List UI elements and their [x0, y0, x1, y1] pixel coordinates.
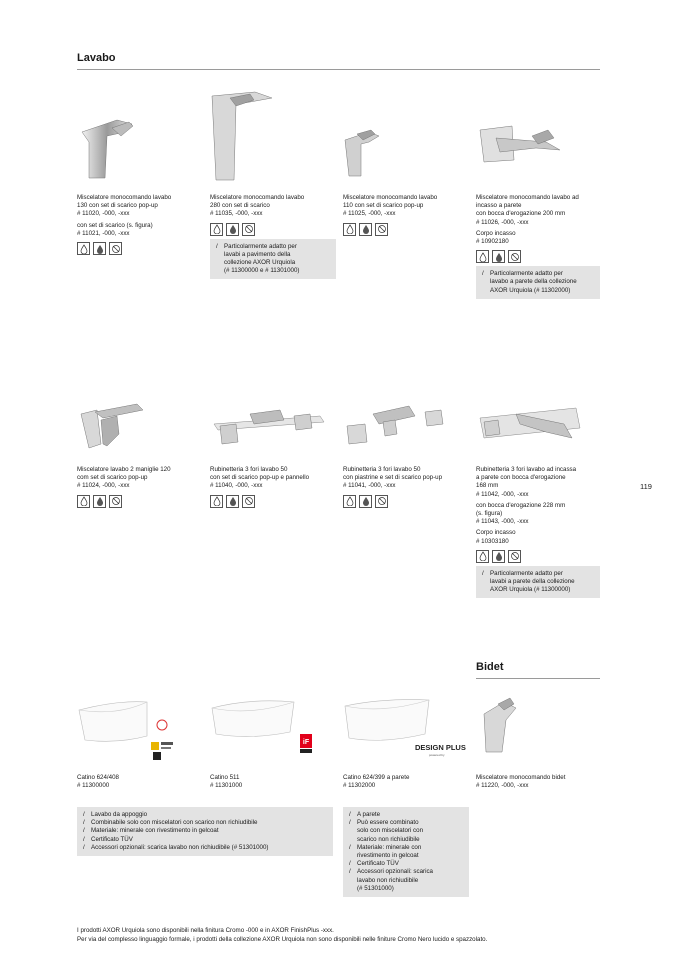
product-image — [343, 692, 469, 774]
section-title-lavabo: Lavabo — [77, 52, 116, 64]
product-variant-code: # 10902180 — [476, 238, 509, 246]
hot-water-drop-icon — [359, 495, 372, 508]
product-11025 — [343, 120, 469, 239]
basin-note-11302000: / A parete / Può essere combinato solo con miscelatori con scarico non richiudibile / Materiale: minerale con rivestimento in gelcoat / Certificato TÜV / Accessori opzionali: scarica lavabo non richiudibile (# 51301000) — [343, 807, 469, 897]
product-description-line: Rubinetteria 3 fori lavabo 50 — [343, 466, 421, 473]
product-image — [210, 692, 336, 774]
water-drop-icon — [476, 550, 489, 563]
note-text: Certificato TÜV — [357, 860, 399, 868]
product-description-line: Rubinetteria 3 fori lavabo 50 — [210, 466, 288, 473]
product-variant-line: con bocca d'erogazione 228 mm — [476, 501, 566, 509]
product-description-line: 280 con set di scarico — [210, 202, 270, 210]
product-code: # 11020, -000, -xxx — [77, 210, 130, 218]
design-plus-subtext: powered by — [429, 753, 445, 757]
basin-note-11300000: / Lavabo da appoggio / Combinabile solo con miscelatori con scarico non richiudibile / Materiale: minerale con rivestimento in gelcoat / Certificato TÜV / Accessori opzionali: scarica lavabo non richiudibile (# 51301000) — [77, 807, 333, 856]
note-text: Può essere combinato solo con miscelatori con scarico non richiudibile — [357, 819, 424, 843]
footer-notes — [77, 926, 487, 944]
section-divider — [77, 69, 600, 70]
product-variant-code: # 11021, -000, -xxx — [77, 229, 130, 237]
no-drain-icon — [375, 495, 388, 508]
note-text: Materiale: minerale con rivestimento in gelcoat — [91, 827, 219, 835]
note-text: Particolarmente adatto per lavabi a parete della collezione AXOR Urquiola (# 11300000) — [490, 569, 575, 594]
footer-line: Per via del complesso linguaggio formale, i prodotti della collezione AXOR Urquiola non sono disponibili nelle finiture Cromo Nero lucido e spazzolato. — [77, 936, 488, 943]
product-variant-code: # 10303180 — [476, 537, 509, 545]
note-text: A parete — [357, 811, 381, 818]
product-description-line: 110 con set di scarico pop-up — [343, 202, 424, 210]
hot-water-drop-icon — [359, 223, 372, 236]
design-plus-logo: DESIGN PLUS — [415, 743, 466, 752]
product-image — [343, 394, 469, 466]
product-description-line: Catino 624/399 a parete — [343, 774, 410, 781]
product-image — [476, 692, 602, 774]
product-description-line: com set di scarico pop-up — [77, 474, 148, 482]
note-text: Materiale: minerale con rivestimento in gelcoat — [357, 843, 422, 860]
product-code: # 11026, -000, -xxx — [476, 218, 529, 226]
water-drop-icon — [210, 495, 223, 508]
product-description-line: Catino 624/408 — [77, 774, 119, 781]
product-note: / Particolarmente adatto per lavabi a parete della collezione AXOR Urquiola (# 11300000) — [476, 566, 600, 599]
water-drop-icon — [343, 223, 356, 236]
hot-water-drop-icon — [93, 242, 106, 255]
no-drain-icon — [242, 223, 255, 236]
product-11041 — [343, 394, 469, 511]
product-description-line: Miscelatore monocomando bidet — [476, 774, 566, 781]
product-code: # 11041, -000, -xxx — [343, 482, 396, 490]
no-drain-icon — [375, 223, 388, 236]
feature-icons — [210, 223, 336, 236]
water-drop-icon — [77, 495, 90, 508]
product-variant-code: # 11043, -000, -xxx — [476, 518, 529, 526]
product-description-line: con set di scarico pop-up e pannello — [210, 474, 310, 482]
product-code: # 11300000 — [77, 782, 110, 790]
product-image — [77, 394, 203, 466]
product-code: # 11301000 — [210, 782, 243, 790]
product-11024 — [77, 394, 203, 511]
product-variant-line: con set di scarico (s. figura) — [77, 221, 153, 229]
product-11020 — [77, 92, 203, 258]
product-code: # 11024, -000, -xxx — [77, 482, 130, 490]
product-code: # 11025, -000, -xxx — [343, 210, 396, 218]
no-drain-icon — [242, 495, 255, 508]
product-code: # 11042, -000, -xxx — [476, 490, 529, 498]
product-image — [476, 116, 602, 194]
product-description-line: Catino 511 — [210, 774, 240, 781]
feature-icons — [343, 495, 469, 508]
basin-11302000 — [343, 692, 469, 790]
product-description-line: incasso a parete — [476, 202, 522, 210]
product-variant-line: Corpo incasso — [476, 229, 516, 237]
product-description-line: Rubinetteria 3 fori lavabo ad incassa — [476, 466, 577, 473]
page-number: 119 — [640, 482, 652, 491]
product-description-line: con bocca d'erogazione 200 mm — [476, 210, 566, 218]
product-code: # 11220, -000, -xxx — [476, 782, 529, 790]
section-divider — [476, 678, 600, 679]
product-11035 — [210, 88, 336, 279]
product-image — [77, 92, 203, 194]
product-description-line: 168 mm — [476, 482, 499, 490]
basin-11301000 — [210, 692, 336, 790]
hot-water-drop-icon — [492, 550, 505, 563]
product-note: / Particolarmente adatto per lavabo a parete della collezione AXOR Urquiola (# 11302000) — [476, 266, 600, 299]
bidet-11220 — [476, 692, 602, 790]
product-variant-line: Corpo incasso — [476, 529, 516, 537]
product-image — [343, 120, 469, 194]
note-text: Particolarmente adatto per lavabo a parete della collezione AXOR Urquiola (# 11302000) — [490, 270, 577, 294]
feature-icons — [476, 250, 602, 263]
product-code: # 11302000 — [343, 782, 376, 790]
note-text: Accessori opzionali: scarica lavabo non richiudibile (# 51301000) — [357, 868, 433, 892]
no-drain-icon — [109, 242, 122, 255]
product-image — [77, 692, 203, 774]
if-badge-label: iF — [302, 739, 310, 746]
product-description-line: con piastrine e set di scarico pop-up — [343, 474, 443, 482]
product-11026 — [476, 116, 602, 299]
product-description-line: Miscelatore monocomando lavabo — [77, 194, 172, 201]
no-drain-icon — [508, 550, 521, 563]
water-drop-icon — [343, 495, 356, 508]
feature-icons — [77, 495, 203, 508]
water-drop-icon — [210, 223, 223, 236]
feature-icons — [476, 550, 602, 563]
note-text: Lavabo da appoggio — [91, 811, 148, 818]
no-drain-icon — [109, 495, 122, 508]
water-drop-icon — [77, 242, 90, 255]
footer-line: I prodotti AXOR Urquiola sono disponibili nella finitura Cromo -000 e in AXOR FinishPlus -xxx. — [77, 927, 334, 934]
hot-water-drop-icon — [226, 223, 239, 236]
water-drop-icon — [476, 250, 489, 263]
section-title-bidet: Bidet — [476, 661, 504, 673]
product-description-line: a parete con bocca d'erogazione — [476, 474, 566, 482]
hot-water-drop-icon — [226, 495, 239, 508]
note-text: Particolarmente adatto per lavabi a pavimento della collezione AXOR Urquiola (# 11300000 e # 11301000) — [224, 242, 300, 275]
basin-11300000 — [77, 692, 203, 790]
note-text: Combinabile solo con miscelatori con scarico non richiudibile — [91, 819, 258, 827]
product-description-line: Miscelatore lavabo 2 maniglie 120 — [77, 466, 171, 473]
product-description-line: 130 con set di scarico pop-up — [77, 202, 158, 210]
product-description-line: Miscelatore monocomando lavabo — [343, 194, 438, 201]
feature-icons — [343, 223, 469, 236]
product-image — [210, 88, 336, 194]
product-variant-line: (s. figura) — [476, 510, 503, 518]
product-11040 — [210, 394, 336, 511]
award-badge — [151, 742, 159, 750]
hot-water-drop-icon — [93, 495, 106, 508]
product-code: # 11040, -000, -xxx — [210, 482, 263, 490]
product-description-line: Miscelatore monocomando lavabo — [210, 194, 305, 201]
note-text: Accessori opzionali: scarica lavabo non richiudibile (# 51301000) — [91, 843, 269, 851]
product-note: / Particolarmente adatto per lavabi a pavimento della collezione AXOR Urquiola (# 11300000 e # 11301000) — [210, 239, 336, 280]
note-text: Certificato TÜV — [91, 835, 133, 843]
feature-icons — [77, 242, 203, 255]
no-drain-icon — [508, 250, 521, 263]
feature-icons — [210, 495, 336, 508]
hot-water-drop-icon — [492, 250, 505, 263]
product-image — [210, 394, 336, 466]
product-image — [476, 394, 602, 466]
product-11042 — [476, 394, 602, 598]
product-description-line: Miscelatore monocomando lavabo ad — [476, 194, 579, 201]
product-code: # 11035, -000, -xxx — [210, 210, 263, 218]
